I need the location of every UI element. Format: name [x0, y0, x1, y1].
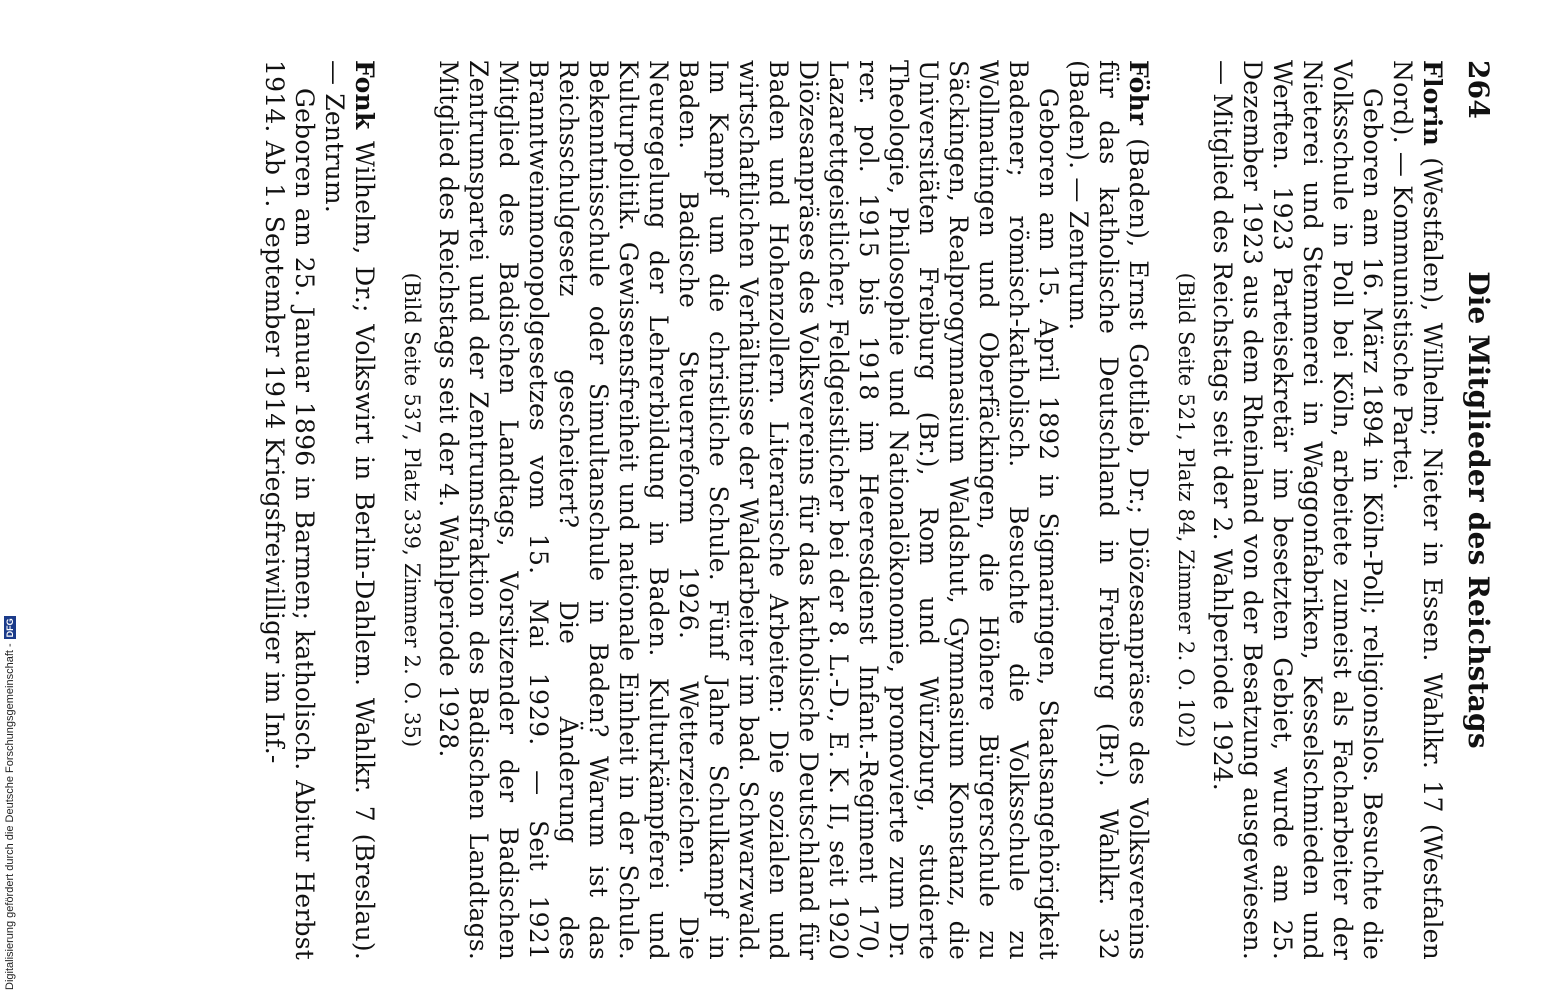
member-details: Wilhelm, Dr.; Volkswirt in Berlin-Dahlem. Wahlkr. 7 (Breslau). — Zentrum. [320, 60, 379, 960]
page-number: 264 [1462, 60, 1495, 120]
member-biography: Geboren am 15. April 1892 in Sigmaringen, Staatsangehörigkeit Badener; römisch-katholisch. Besuchte die Volksschule zu Wollmatingen und Oberfäckingen, die Höhere Bürgerschule zu Säckingen, Realprogymnasium Waldshut, Gymnasium Konstanz, die Universitäten Freiburg (Br.), Rom und Würzburg, studierte Theologie, Philosophie und Nationalökonomie, promovierte zum Dr. rer. pol. 1915 bis 1918 im Heeresdienst Infant.-Regiment 170, Lazarettgeistlicher, Feldgeistlicher bei der 8. L.-D., E. K. II, seit 1920 Diözesanpräses des Volksvereins für das katholische Deutschland für Baden und Hohenzollern. Literarische Arbeiten: Die sozialen und wirtschaftlichen Verhältnisse der Waldarbeiter im bad. Schwarzwald. Im Kampf um die christliche Schule. Fünf Jahre Schulkampf in Baden. Badische Steuerreform 1926. Wetterzeichen. Die Neuregelung der Lehrerbildung in Baden. Kulturkämpferei und Kulturpolitik. Gewissensfreiheit und nationale Einheit in der Schule. Bekenntnisschule oder Simultanschule in Baden? Warum ist das Reichsschulgesetz gescheitert? Die Änderung des Branntweinmonopolgesetzes vom 15. Mai 1929. — Seit 1921 Mitglied des Badischen Landtags, Vorsitzender der Badischen Zentrumspartei und der Zentrumsfraktion des Badischen Landtags. Mitglied des Reichstags seit der 4. Wahlperiode 1928. [434, 60, 1063, 960]
member-name: Fonk [350, 60, 379, 130]
member-biography: Geboren am 25. Januar 1896 in Barmen; katholisch. Abitur Herbst 1914. Ab 1. September 1914 Kriegsfreiwilliger im Inf.- [260, 60, 319, 960]
running-head: Die Mitglieder des Reichstags [1462, 271, 1495, 749]
entry-foehr [397, 60, 1153, 960]
member-name: Föhr [1124, 60, 1153, 126]
member-details: (Westfalen), Wilhelm; Nieter in Essen. Wahlkr. 17 (Westfalen Nord). — Kommunistische Partei. [1388, 60, 1447, 960]
member-name: Florin [1418, 60, 1447, 146]
picture-reference: (Bild Seite 521, Platz 84, Zimmer 2. O. 102) [1174, 272, 1198, 748]
page-content [40, 60, 1493, 960]
funding-sidebar [0, 590, 20, 1000]
dfg-logo: DFG [5, 618, 15, 638]
entry-heading [1063, 60, 1153, 960]
member-biography: Geboren am 16. März 1894 in Köln-Poll; religionslos. Besuchte die Volksschule in Poll bei Köln, arbeitete zumeist als Facharbeiter der Nieterei und Stemmerei in Waggonfabriken, Kesselschmieden und Werften. 1923 Parteisekretär im besetzten Gebiet, wurde am 25. Dezember 1923 aus dem Rheinland von der Besatzung ausgewiesen. — Mitglied des Reichstags seit der 2. Wahlperiode 1924. [1208, 60, 1387, 960]
entry-florin [1171, 60, 1447, 960]
member-details: (Baden), Ernst Gottlieb, Dr.; Diözesanpräses des Volksvereins für das katholische Deutschland in Freiburg (Br.). Wahlkr. 32 (Baden). — Zentrum. [1064, 60, 1153, 960]
funding-note: Digitalisierung gefördert durch die Deutsche Forschungsgemeinschaft - [4, 643, 16, 990]
page-header [1463, 60, 1493, 960]
picture-reference: (Bild Seite 537, Platz 339, Zimmer 2. O. 35) [400, 272, 424, 748]
entry-fonk [259, 60, 379, 960]
entry-heading [1387, 60, 1447, 960]
entry-heading [319, 60, 379, 960]
